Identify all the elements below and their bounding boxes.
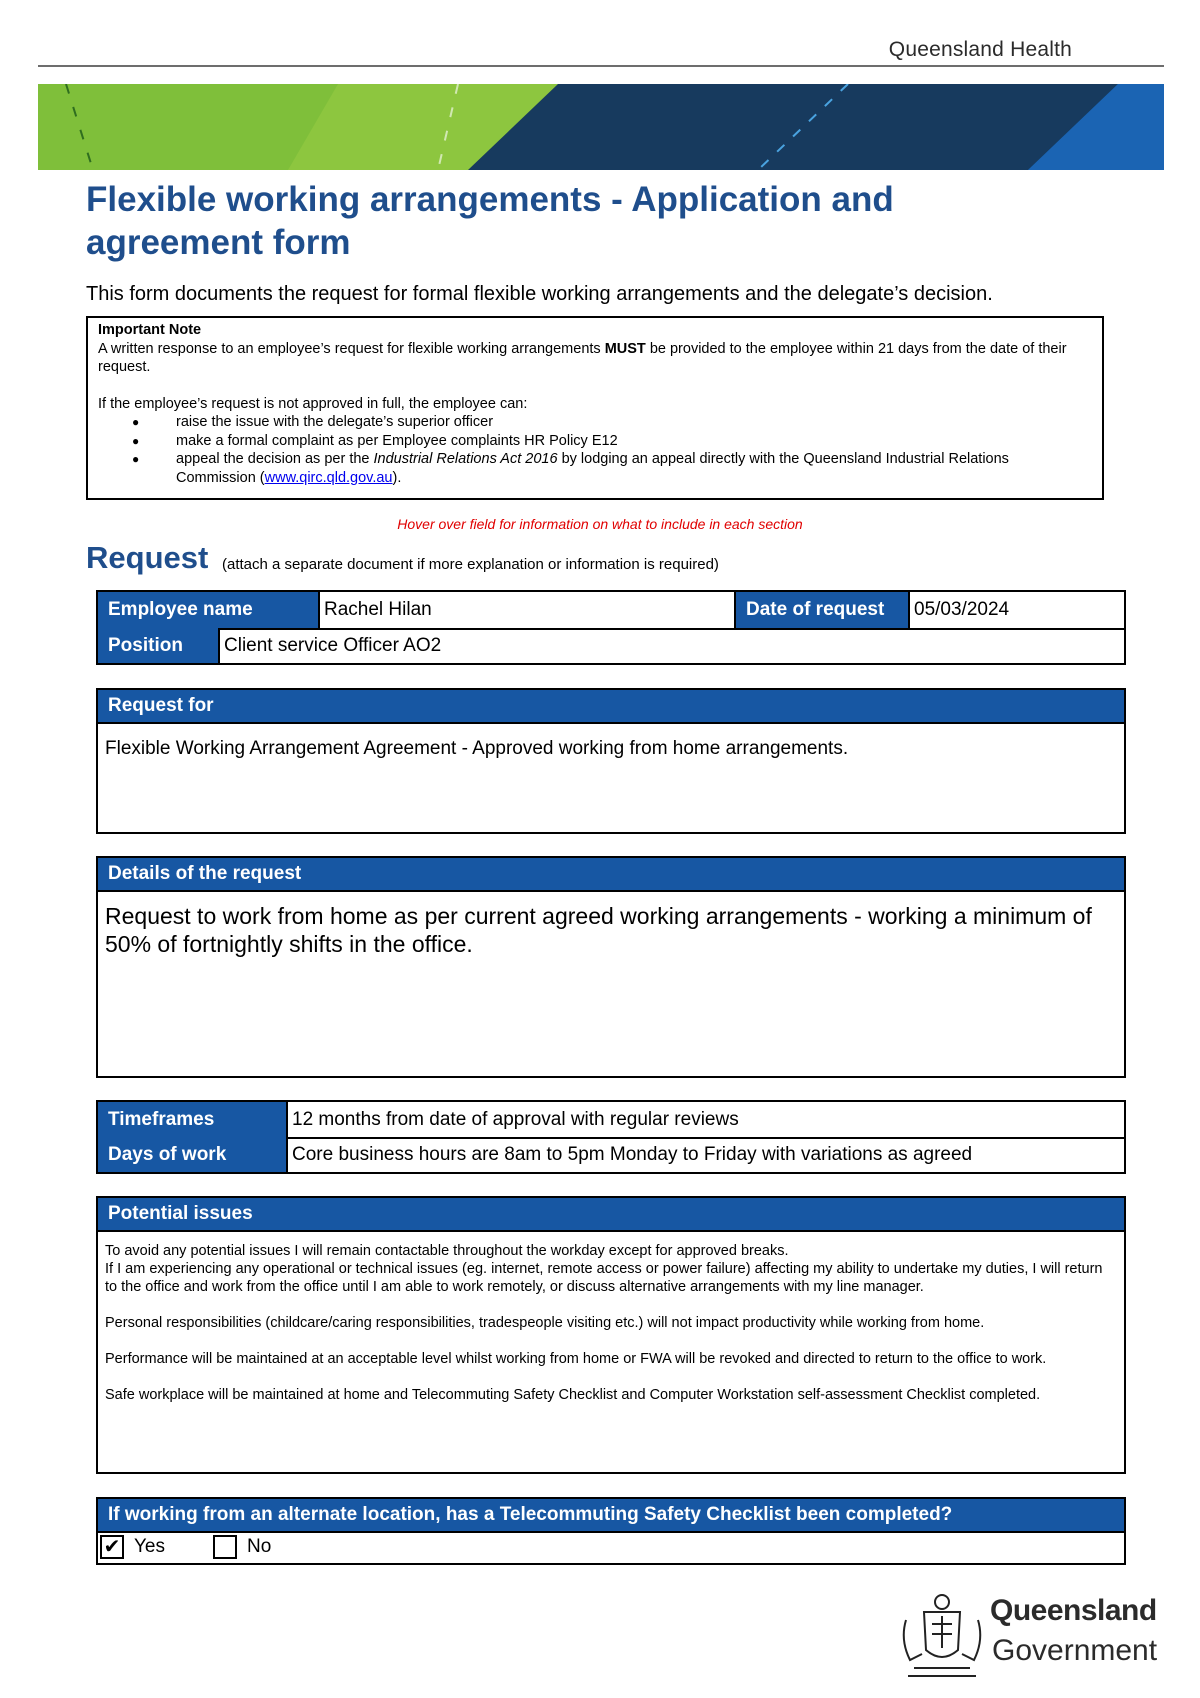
potential-issues-label: Potential issues [98, 1198, 1124, 1232]
request-for-section [96, 688, 1126, 834]
issues-paragraph-3: Personal responsibilities (childcare/caring responsibilities, tradespeople visiting etc.) will not impact productivity while working from home. [105, 1315, 985, 1331]
form-title-line1: Flexible working arrangements - Application and [86, 180, 894, 219]
position-label: Position [98, 628, 218, 663]
telecommuting-checklist-section [96, 1497, 1126, 1565]
note-act-name: Industrial Relations Act 2016 [373, 451, 558, 467]
note-must: MUST [604, 340, 646, 357]
note-bullet-3-text-c: ). [392, 469, 402, 486]
days-of-work-label: Days of work [98, 1137, 286, 1172]
form-title-line2: agreement form [86, 223, 351, 262]
details-field[interactable]: Request to work from home as per current agreed working arrangements - working a minimum of 50% of fortnightly shifts in the office. [105, 903, 1092, 957]
important-note-box [86, 316, 1104, 500]
form-title [86, 178, 1086, 264]
note-bullet-3-text: appeal the decision as per the [176, 451, 374, 467]
issues-paragraph-5: Safe workplace will be maintained at home and Telecommuting Safety Checklist and Computer Workstation self-assessment Checklist completed. [105, 1387, 1041, 1403]
note-p1-text-end: be provided to the employee within 21 days from the date of their request. [98, 340, 1067, 375]
timeframes-field[interactable]: 12 months from date of approval with regular reviews [292, 1108, 739, 1130]
brand-name: Queensland Health [888, 38, 1072, 61]
note-paragraph-2: If the employee’s request is not approved in full, the employee can: [98, 395, 528, 412]
note-bullet-3 [156, 450, 1092, 487]
details-section [96, 856, 1126, 1078]
issues-paragraph-1: To avoid any potential issues I will remain contactable throughout the workday except for approved breaks. [105, 1243, 789, 1259]
header-banner [38, 84, 1164, 170]
employee-name-field[interactable]: Rachel Hilan [324, 599, 432, 620]
banner-navy-shape [468, 84, 1118, 170]
no-label: No [247, 1536, 272, 1557]
yes-label: Yes [134, 1536, 165, 1557]
hover-hint: Hover over field for information on what to include in each section [397, 516, 803, 532]
request-subheading: (attach a separate document if more explanation or information is required) [222, 556, 719, 573]
request-for-field[interactable]: Flexible Working Arrangement Agreement - Approved working from home arrangements. [105, 738, 849, 759]
details-label: Details of the request [98, 858, 1124, 892]
form-intro: This form documents the request for formal flexible working arrangements and the delegate’s decision. [86, 283, 993, 305]
timeframes-table [96, 1100, 1126, 1174]
coat-of-arms-icon [894, 1590, 990, 1682]
logo-line2: Government [992, 1634, 1158, 1667]
note-paragraph-1 [98, 340, 1092, 377]
potential-issues-field[interactable] [98, 1232, 1124, 1430]
note-bullet-2: ● make a formal complaint as per Employee complaints HR Policy E12 [156, 432, 1092, 451]
days-of-work-field[interactable]: Core business hours are 8am to 5pm Monday to Friday with variations as agreed [292, 1143, 973, 1165]
employee-details-table [96, 590, 1126, 665]
header-rule [38, 65, 1164, 67]
queensland-government-logo [894, 1590, 1164, 1682]
issues-paragraph-2: If I am experiencing any operational or technical issues (eg. internet, remote access or power failure) affecting my ability to undertake my duties, I will return to the office and work from the office until I am able to work remotely, or discuss alternative arrangements with my line manager. [105, 1261, 1103, 1295]
employee-name-label: Employee name [98, 592, 318, 628]
qirc-link[interactable]: www.qirc.qld.gov.au [264, 469, 393, 486]
no-checkbox[interactable] [213, 1535, 237, 1559]
position-field[interactable]: Client service Officer AO2 [224, 634, 442, 656]
checklist-options [98, 1533, 1124, 1561]
timeframes-label: Timeframes [98, 1102, 286, 1137]
note-p1-text: A written response to an employee’s request for flexible working arrangements [98, 340, 605, 357]
request-for-label: Request for [98, 690, 1124, 724]
telecommuting-question: If working from an alternate location, has a Telecommuting Safety Checklist been completed? [98, 1499, 1124, 1533]
request-heading: Request [86, 540, 209, 575]
potential-issues-section [96, 1196, 1126, 1474]
yes-checkbox[interactable]: ✔ [100, 1535, 124, 1559]
logo-line1: Queensland [990, 1594, 1157, 1627]
date-of-request-label: Date of request [736, 592, 908, 628]
note-heading: Important Note [98, 322, 202, 338]
note-bullet-1: ● raise the issue with the delegate’s superior officer [156, 413, 1092, 432]
issues-paragraph-4: Performance will be maintained at an acceptable level whilst working from home or FWA will be revoked and directed to return to the office to work. [105, 1351, 1047, 1367]
note-bullet-list [98, 413, 1092, 487]
date-of-request-field[interactable]: 05/03/2024 [914, 599, 1010, 620]
note-bullet-3-text-b: by lodging an appeal directly with the Queensland Industrial Relations Commission ( [176, 451, 1009, 486]
